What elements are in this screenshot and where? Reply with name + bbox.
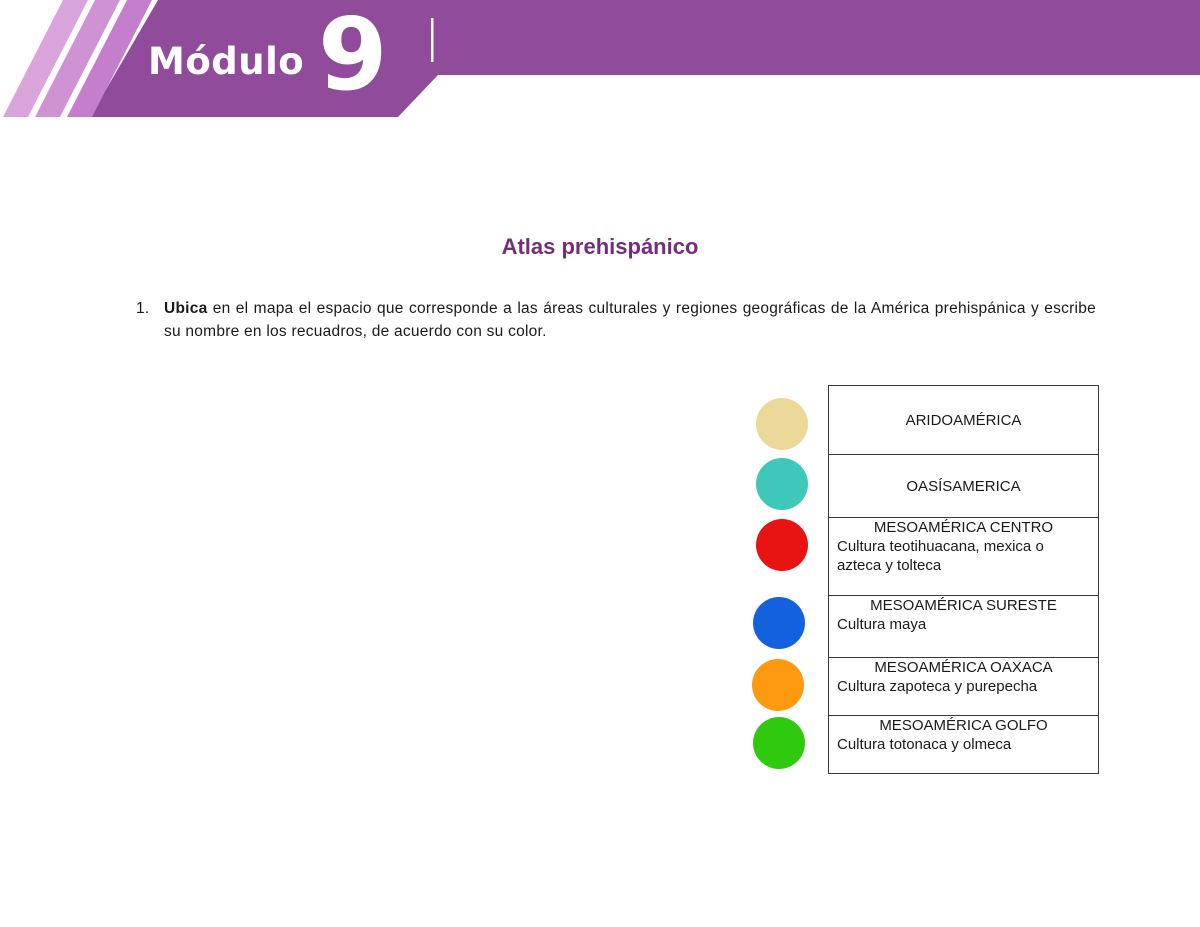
legend-table [828,385,1099,774]
instruction-text: en el mapa el espacio que corresponde a las áreas culturales y regiones geográficas de la América prehispánica y escribe su nombre en los recuadros, de acuerdo con su color. [164,300,1096,340]
instruction-verb: Ubica [164,300,208,317]
legend-subtext: Cultura zapoteca y purepecha [837,678,1038,695]
legend-subtext: Cultura teotihuacana, mexica o azteca y tolteca [837,538,1044,574]
legend-row-mesoamerica-centro[interactable] [829,517,1098,595]
legend-heading: MESOAMÉRICA OAXACA [874,659,1053,676]
legend-heading: MESOAMÉRICA GOLFO [879,717,1048,734]
color-dot-mesoamerica-oaxaca [752,659,804,711]
page-title: Atlas prehispánico [501,234,699,259]
instruction-number: 1. [136,300,150,317]
legend-subtext: Cultura maya [837,616,927,633]
banner-divider-line [431,18,434,62]
color-dot-oasisamerica [756,458,808,510]
legend-subtext: Cultura totonaca y olmeca [837,736,1012,753]
legend-heading: ARIDOAMÉRICA [905,411,1022,429]
legend-row-mesoamerica-oaxaca[interactable] [829,657,1098,715]
instruction [136,297,1096,343]
module-label: Módulo [148,40,305,83]
legend-heading: OASÍSAMERICA [906,477,1021,495]
module-number: 9 [318,0,388,113]
color-dot-mesoamerica-centro [756,519,808,571]
color-dot-aridoamerica [756,398,808,450]
instruction-body [164,297,1096,343]
legend-heading: MESOAMÉRICA SURESTE [870,597,1057,614]
legend-row-mesoamerica-golfo[interactable] [829,715,1098,773]
legend-heading: MESOAMÉRICA CENTRO [873,519,1054,536]
color-dot-mesoamerica-golfo [753,717,805,769]
legend-row-aridoamerica[interactable] [829,386,1098,454]
color-dot-mesoamerica-sureste [753,597,805,649]
legend-row-oasisamerica[interactable] [829,454,1098,517]
legend-row-mesoamerica-sureste[interactable] [829,595,1098,657]
